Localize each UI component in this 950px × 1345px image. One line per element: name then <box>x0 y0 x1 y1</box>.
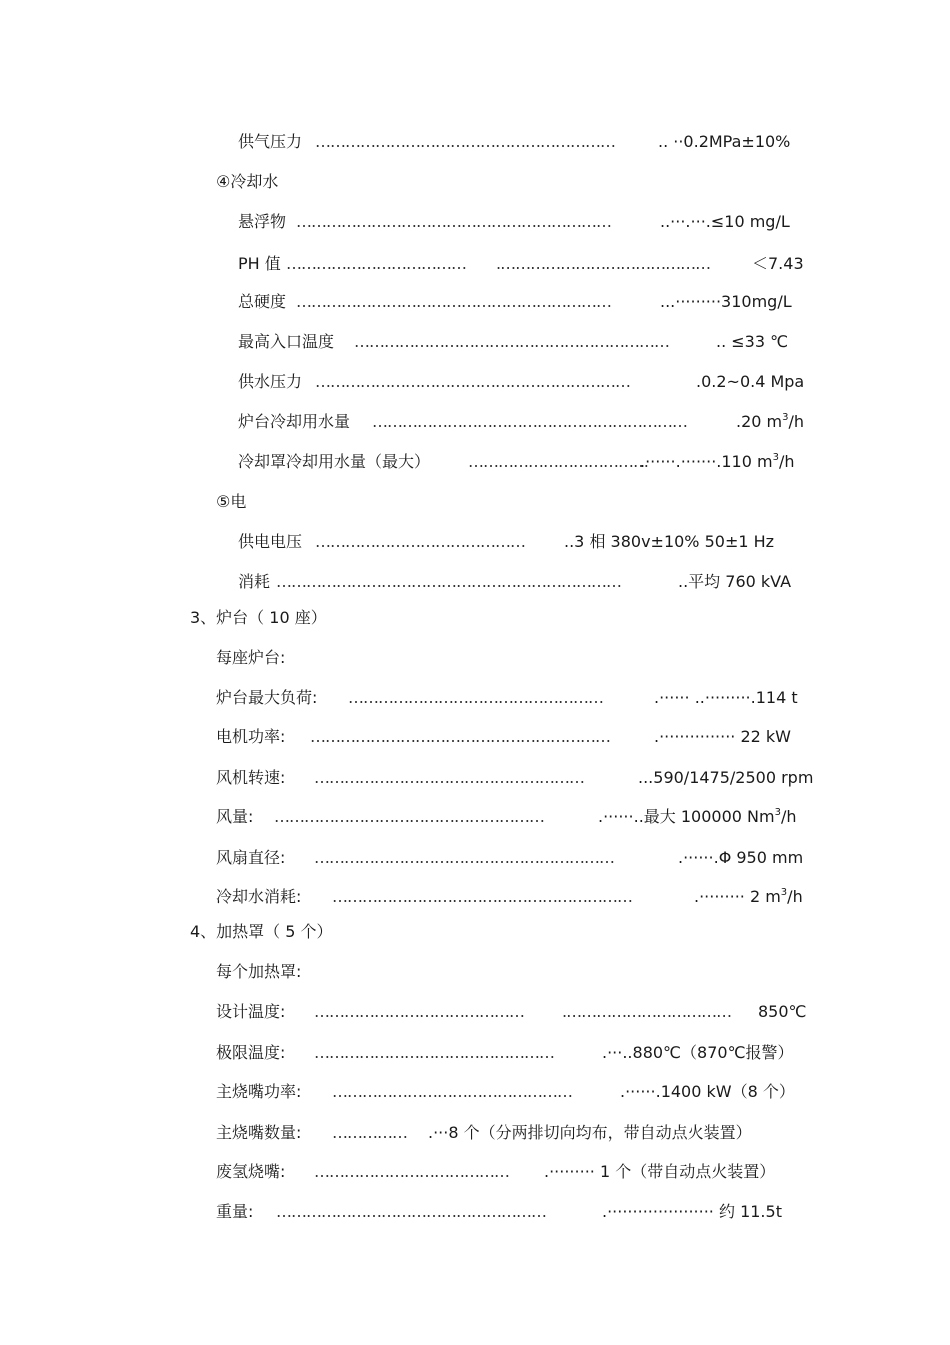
burner-power-label: 主烧嘴功率: <box>216 1082 302 1101</box>
hood-heading: 4、加热罩（ 5 个） <box>190 922 333 941</box>
fan-diameter-label: 风扇直径: <box>216 848 286 867</box>
gas-pressure-label: 供气压力 <box>238 132 303 151</box>
waste-burner-label: 废氢烧嘴: <box>216 1162 286 1181</box>
leader-dots: …………………………………… <box>315 532 525 551</box>
air-volume-value: .······..最大 100000 Nm$^3$/h <box>598 807 797 826</box>
leader-dots: ……………………………………………………… <box>296 212 611 231</box>
leader-dots: ……………………………………………………… <box>296 292 611 311</box>
leader-dots: ……………………………………………… <box>314 768 584 787</box>
hardness-value: ...·········310mg/L <box>660 292 792 311</box>
burner-power-value: .······.1400 kW（8 个） <box>620 1082 795 1101</box>
inlet-temp-value: .. ≤33 ℃ <box>716 332 789 351</box>
leader-dots: ……………………………………………… <box>274 807 544 826</box>
fan-speed-label: 风机转速: <box>216 768 286 787</box>
leader-dots: ……………………………………………………… <box>354 332 669 351</box>
weight-label: 重量: <box>216 1202 254 1221</box>
burner-count-label: 主烧嘴数量: <box>216 1123 302 1142</box>
leader-dots: …………………………………………………… <box>315 132 615 151</box>
burner-count-value: .···8 个（分两排切向均布，带自动点火装置） <box>428 1123 752 1142</box>
leader-dots: .…………………………………… <box>496 254 711 273</box>
voltage-value: ..3 相 380v±10% 50±1 Hz <box>564 532 775 551</box>
cooling-consumption-label: 冷却水消耗: <box>216 887 302 906</box>
consumption-value: ..平均 760 kVA <box>678 572 792 591</box>
leader-dots: ……………………………………………………… <box>372 412 687 431</box>
design-temp-label: 设计温度: <box>216 1002 286 1021</box>
voltage-label: 供电电压 <box>238 532 303 551</box>
hood-water-label: 冷却罩冷却用水量（最大） <box>238 452 431 471</box>
weight-value: .····················· 约 11.5t <box>602 1202 782 1221</box>
leader-dots: …………………………………………………… <box>314 848 614 867</box>
power-heading: ⑤电 <box>216 492 247 511</box>
leader-dots: …………………………………………………………… <box>276 572 621 591</box>
suspended-label: 悬浮物 <box>238 212 287 231</box>
air-volume-label: 风量: <box>216 807 254 826</box>
hood-each: 每个加热罩: <box>216 962 302 981</box>
hood-water-value: .······.·······.110 $m^3/h$ <box>640 452 795 471</box>
leader-dots: ……………………………………………… <box>276 1202 546 1221</box>
ph-value: ＜7.43 <box>752 254 804 273</box>
furnace-water-value: .20 $m^3/h$ <box>736 412 805 431</box>
hardness-label: 总硬度 <box>238 292 287 311</box>
gas-pressure-value: .. ··0.2MPa±10% <box>658 132 791 151</box>
suspended-value: ..···.···.≤10 mg/L <box>660 212 790 231</box>
design-temp-value: 850℃ <box>758 1002 807 1021</box>
limit-temp-value: .···..880℃（870℃报警） <box>602 1043 794 1062</box>
waste-burner-value: .········· 1 个（带自动点火装置） <box>544 1162 776 1181</box>
furnace-heading: 3、炉台（ 10 座） <box>190 608 327 627</box>
water-pressure-value: .0.2~0.4 Mpa <box>696 372 805 391</box>
leader-dots: …………… <box>332 1123 407 1142</box>
leader-dots: …………………………………… <box>314 1002 524 1021</box>
leader-dots: ………………………………………… <box>314 1043 554 1062</box>
leader-dots: ……………………………… <box>286 254 466 273</box>
fan-diameter-value: .······.Φ 950 mm <box>678 848 804 867</box>
leader-dots: …………………………………………………… <box>310 727 610 746</box>
leader-dots: ……………………………… <box>468 452 648 471</box>
leader-dots: .…………………………… <box>562 1002 732 1021</box>
limit-temp-label: 极限温度: <box>216 1043 286 1062</box>
motor-power-label: 电机功率: <box>216 727 286 746</box>
leader-dots: …………………………………………… <box>348 688 603 707</box>
leader-dots: ………………………………………… <box>332 1082 572 1101</box>
leader-dots: …………………………………………………… <box>332 887 632 906</box>
fan-speed-value: ...590/1475/2500 rpm <box>638 768 814 787</box>
cooling-consumption-value: .········· 2 $m^3/h$ <box>694 887 803 906</box>
motor-power-value: .··············· 22 kW <box>654 727 791 746</box>
leader-dots: ………………………………… <box>314 1162 509 1181</box>
consumption-label: 消耗 <box>238 572 271 591</box>
max-load-value: .······ ..·········.114 t <box>654 688 798 707</box>
furnace-each: 每座炉台: <box>216 648 286 667</box>
inlet-temp-label: 最高入口温度 <box>238 332 335 351</box>
leader-dots: ……………………………………………………… <box>315 372 630 391</box>
water-pressure-label: 供水压力 <box>238 372 303 391</box>
furnace-water-label: 炉台冷却用水量 <box>238 412 351 431</box>
max-load-label: 炉台最大负荷: <box>216 688 318 707</box>
ph-label: PH 值 <box>238 254 281 273</box>
cooling-water-heading: ④冷却水 <box>216 172 279 191</box>
